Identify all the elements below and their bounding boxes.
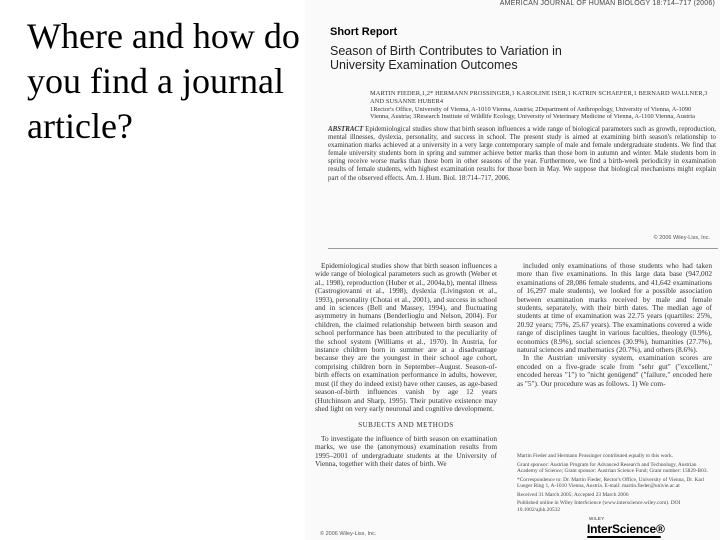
- journal-article-image: [305, 0, 720, 540]
- article-title: Season of Birth Contributes to Variation in University Examination Outcomes: [330, 44, 562, 72]
- publisher-small-label: WILEY: [589, 516, 605, 521]
- footnote: Received 31 March 2005; Accepted 23 March 2006: [517, 491, 629, 498]
- right-column: [517, 262, 712, 388]
- author-affiliations: 1Rector's Office, University of Vienna, A-1010 Vienna, Austria; 2Department of Anthropology, University of Vienna, A-1090 Vienna, Austria; 3Research Institute of Wildlife Ecology, University of Veterinary Medicine of Vienna, A-1160 Vienna, Austria: [370, 105, 695, 121]
- author-block: [370, 90, 710, 121]
- journal-header: AMERICAN JOURNAL OF HUMAN BIOLOGY 18:714–717 (2006): [499, 0, 715, 7]
- abstract: [328, 126, 716, 183]
- right-column-paragraph: included only examinations of those students who had taken more than five examinations. In this large data base (947,002 examinations of 28,086 female students, and 41,642 examinations of 16,297 male students), we looked for a possible association between examination marks received by male and female students, separately, with their birth dates. The median age of students at time of examination was 22.75 years (quartiles: 25%, 20.92 years; 75%, 25.67 years). The examinations covered a wide range of disciplines taught in various faculties, theology (0.9%), economics (8.9%), social sciences (30.9%), humanities (27.7%), natural sciences and mathematics (20.7%), and others (8.6%).: [517, 261, 712, 355]
- footnote: *Correspondence to: Dr. Martin Fieder, Rector's Office, University of Vienna, Dr. Karl Lueger Ring 1, A-1010 Vienna, Austria. E-mail: martin.fieder@univie.ac.at: [517, 476, 705, 489]
- wiley-interscience-logo: [587, 516, 712, 540]
- methods-subhead: SUBJECTS AND METHODS: [358, 421, 454, 430]
- footer-copyright: © 2006 Wiley-Liss, Inc.: [320, 531, 377, 537]
- footnote: Martin Fieder and Hermann Prossinger contributed equally to this work.: [517, 453, 673, 459]
- abstract-lead: ABSTRACT: [328, 126, 364, 133]
- logo-swoosh: [587, 536, 661, 538]
- footnote: Grant sponsor: Austrian Program for Advanced Research and Technology, Austrian Academy of Science; Grant sponsor: Austrian Science Fund; Grant number: 15829-B03.: [517, 461, 708, 474]
- right-column-paragraph: In the Austrian university system, examination scores are encoded on a five-grade scale from "sehr gut" ("excellent," encoded hereas "1") to "nicht genügend" ("failure," encoded here as "5"). Our procedure was as follows. 1) We com-: [517, 353, 712, 388]
- abstract-body: Epidemiological studies show that birth season influences a wide range of biological parameters such as growth, reproduction, mental illnesses, dyslexia, personality, and success in school. The present study is aimed at examining birth season's relationship to examination marks achieved at a university in a very large contemporary sample of male and female undergraduate students. We find that female university students born in spring and summer achieve better marks than those born in autumn and winter. Male students born in spring receive worse marks than those born in other seasons of the year. Furthermore, we find a birth-week periodicity in examination results of female students, with highest examination results for those born in May. We suppose that biological mechanisms might explain part of the observed effects. Am. J. Hum. Biol. 18:714–717, 2006.: [328, 126, 716, 182]
- footnote: Published online in Wiley InterScience (www.interscience.wiley.com). DOI 10.1002/ajhb.20532: [517, 500, 681, 513]
- footnotes: [517, 453, 712, 515]
- left-column-paragraph: To investigate the influence of birth season on examination marks, we use the (anonymous) examination results from 1995–2001 of undergraduate students at the University of Vienna, together with their dates of birth. We: [315, 433, 497, 468]
- left-column-paragraph: Epidemiological studies show that birth season influences a wide range of biological parameters such as growth (Weber et al., 1998), reproduction (Huber et al., 2004a,b), mental illness (Castrogiovanni et al., 1998), dyslexia (Livingston et al., 1993), personality (Chotai et al., 2001), and success in school and in sciences (Bell and Massey, 1994), and fluctuating asymmetry in humans (Benderlioglu and Nelson, 2004). For children, the claimed relationship between birth season and school performance has been attributed to the peculiarity of the school system (Williams et al., 1970). In Austria, for instance children born in summer are at a disadvantage because they are the youngest in their school age cohort, comprising children born in September–August. Season-of-birth effects on examination performance in adults, however, must (if they do indeed exist) have other causes, as age-based season-of-birth influences vanish by age 12 years (Hutchinson and Sharp, 1995). Their putative existence may shed light on very early neuronal and cognitive development.: [315, 261, 497, 413]
- slide-title: Where and how do you find a journal article?: [27, 16, 300, 146]
- abstract-divider: [328, 248, 718, 249]
- author-names: MARTIN FIEDER,1,2* HERMANN PROSSINGER,1 KAROLINE ISER,1 KATRIN SCHAEFER,1 BERNARD WALLNER,3 AND SUSANNE HUBER4: [370, 90, 708, 105]
- publisher-brand-label: InterScience®: [587, 522, 665, 536]
- abstract-copyright: © 2006 Wiley-Liss, Inc.: [653, 235, 710, 241]
- section-label: Short Report: [330, 26, 398, 38]
- left-column: [315, 262, 497, 468]
